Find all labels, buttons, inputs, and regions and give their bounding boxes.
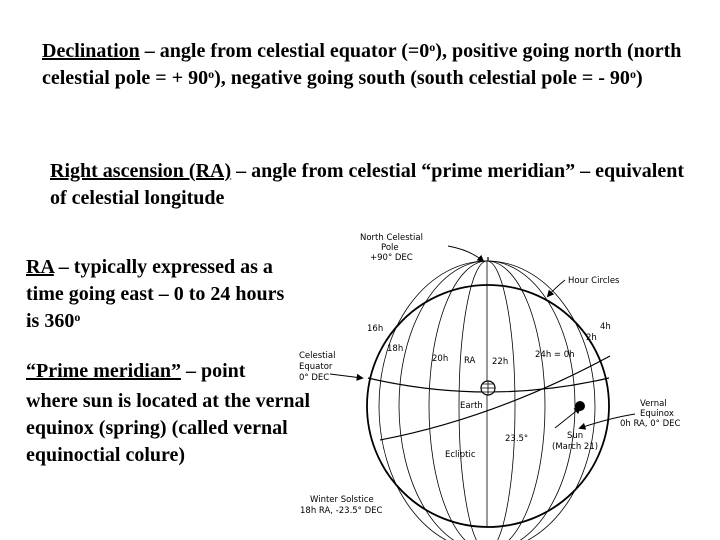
right-ascension-text: – angle from celestial “prime meridian” – equivalent of celestial longitude [50, 160, 685, 209]
declination-text-4: ) [635, 67, 643, 89]
h2-label: 2h [586, 333, 597, 343]
h4-label: 4h [600, 322, 611, 332]
ncp-label-3: +90° DEC [370, 253, 413, 263]
ra-time-text: – typically expressed as a time going east – 0 to 24 hours is 360 [26, 256, 285, 332]
winter-label-1: Winter Solstice [310, 495, 374, 505]
sun-label-2: (March 21) [552, 442, 599, 452]
right-ascension-paragraph [50, 158, 690, 212]
prime-meridian-dash: – point [180, 360, 246, 382]
equator-arrow [330, 374, 362, 378]
degree-sup-2: o [208, 67, 215, 81]
hour-circle-arrow [548, 280, 565, 296]
degree-sup-4: o [74, 310, 81, 324]
equator-label-1: Celestial [299, 351, 336, 361]
h24-label: 24h = 0h [535, 350, 575, 360]
h20-label: 20h [432, 354, 449, 364]
right-ascension-term: Right ascension (RA) [50, 160, 232, 182]
hour-circles-label: Hour Circles [568, 276, 620, 286]
celestial-sphere-outline [367, 285, 609, 527]
winter-label-2: 18h RA, -23.5° DEC [300, 506, 383, 516]
degree-sup-1: o [429, 40, 436, 54]
h22-label: 22h [492, 357, 509, 367]
vernal-label-2: Equinox [640, 409, 674, 419]
prime-meridian-paragraph [26, 358, 311, 469]
declination-text-3: ), negative going south (south celestial pole = - 90 [214, 67, 630, 89]
degree-sup-3: o [629, 67, 636, 81]
earth-icon [481, 381, 495, 395]
sun-label-1: Sun [567, 431, 584, 441]
prime-meridian-heading [26, 358, 311, 385]
sun-icon [575, 401, 585, 411]
ra-term: RA [26, 256, 54, 278]
ra-time-paragraph [26, 254, 296, 335]
celestial-sphere-diagram [280, 228, 720, 540]
equator-label-3: 0° DEC [299, 373, 330, 383]
prime-meridian-term: “Prime meridian” [26, 360, 181, 382]
declination-paragraph [42, 38, 682, 92]
vernal-label-3: 0h RA, 0° DEC [620, 419, 681, 429]
earth-label: Earth [460, 401, 483, 411]
hour-circle-lines [379, 261, 595, 540]
ncp-arrow [448, 246, 483, 261]
prime-meridian-text: where sun is located at the vernal equinox (spring) (called vernal equinoctial colure) [26, 390, 311, 466]
h18-label: 18h [387, 344, 404, 354]
ncp-label-1: North Celestial [360, 233, 423, 243]
ecliptic-line [380, 356, 610, 440]
declination-text-1: – angle from celestial equator (=0 [139, 40, 430, 62]
sun-arrow [555, 408, 580, 428]
declination-text-2: ), positive going north (north celestial pole = + 90 [42, 40, 682, 89]
equator-label-2: Equator [299, 362, 333, 372]
ncp-label-2: Pole [381, 243, 399, 253]
declination-term: Declination [42, 40, 140, 62]
ra-label: RA [464, 356, 476, 366]
vernal-label-1: Vernal [640, 399, 667, 409]
ecliptic-label: Ecliptic [445, 450, 476, 460]
tilt-label: 23.5° [505, 434, 529, 444]
h16-label: 16h [367, 324, 384, 334]
